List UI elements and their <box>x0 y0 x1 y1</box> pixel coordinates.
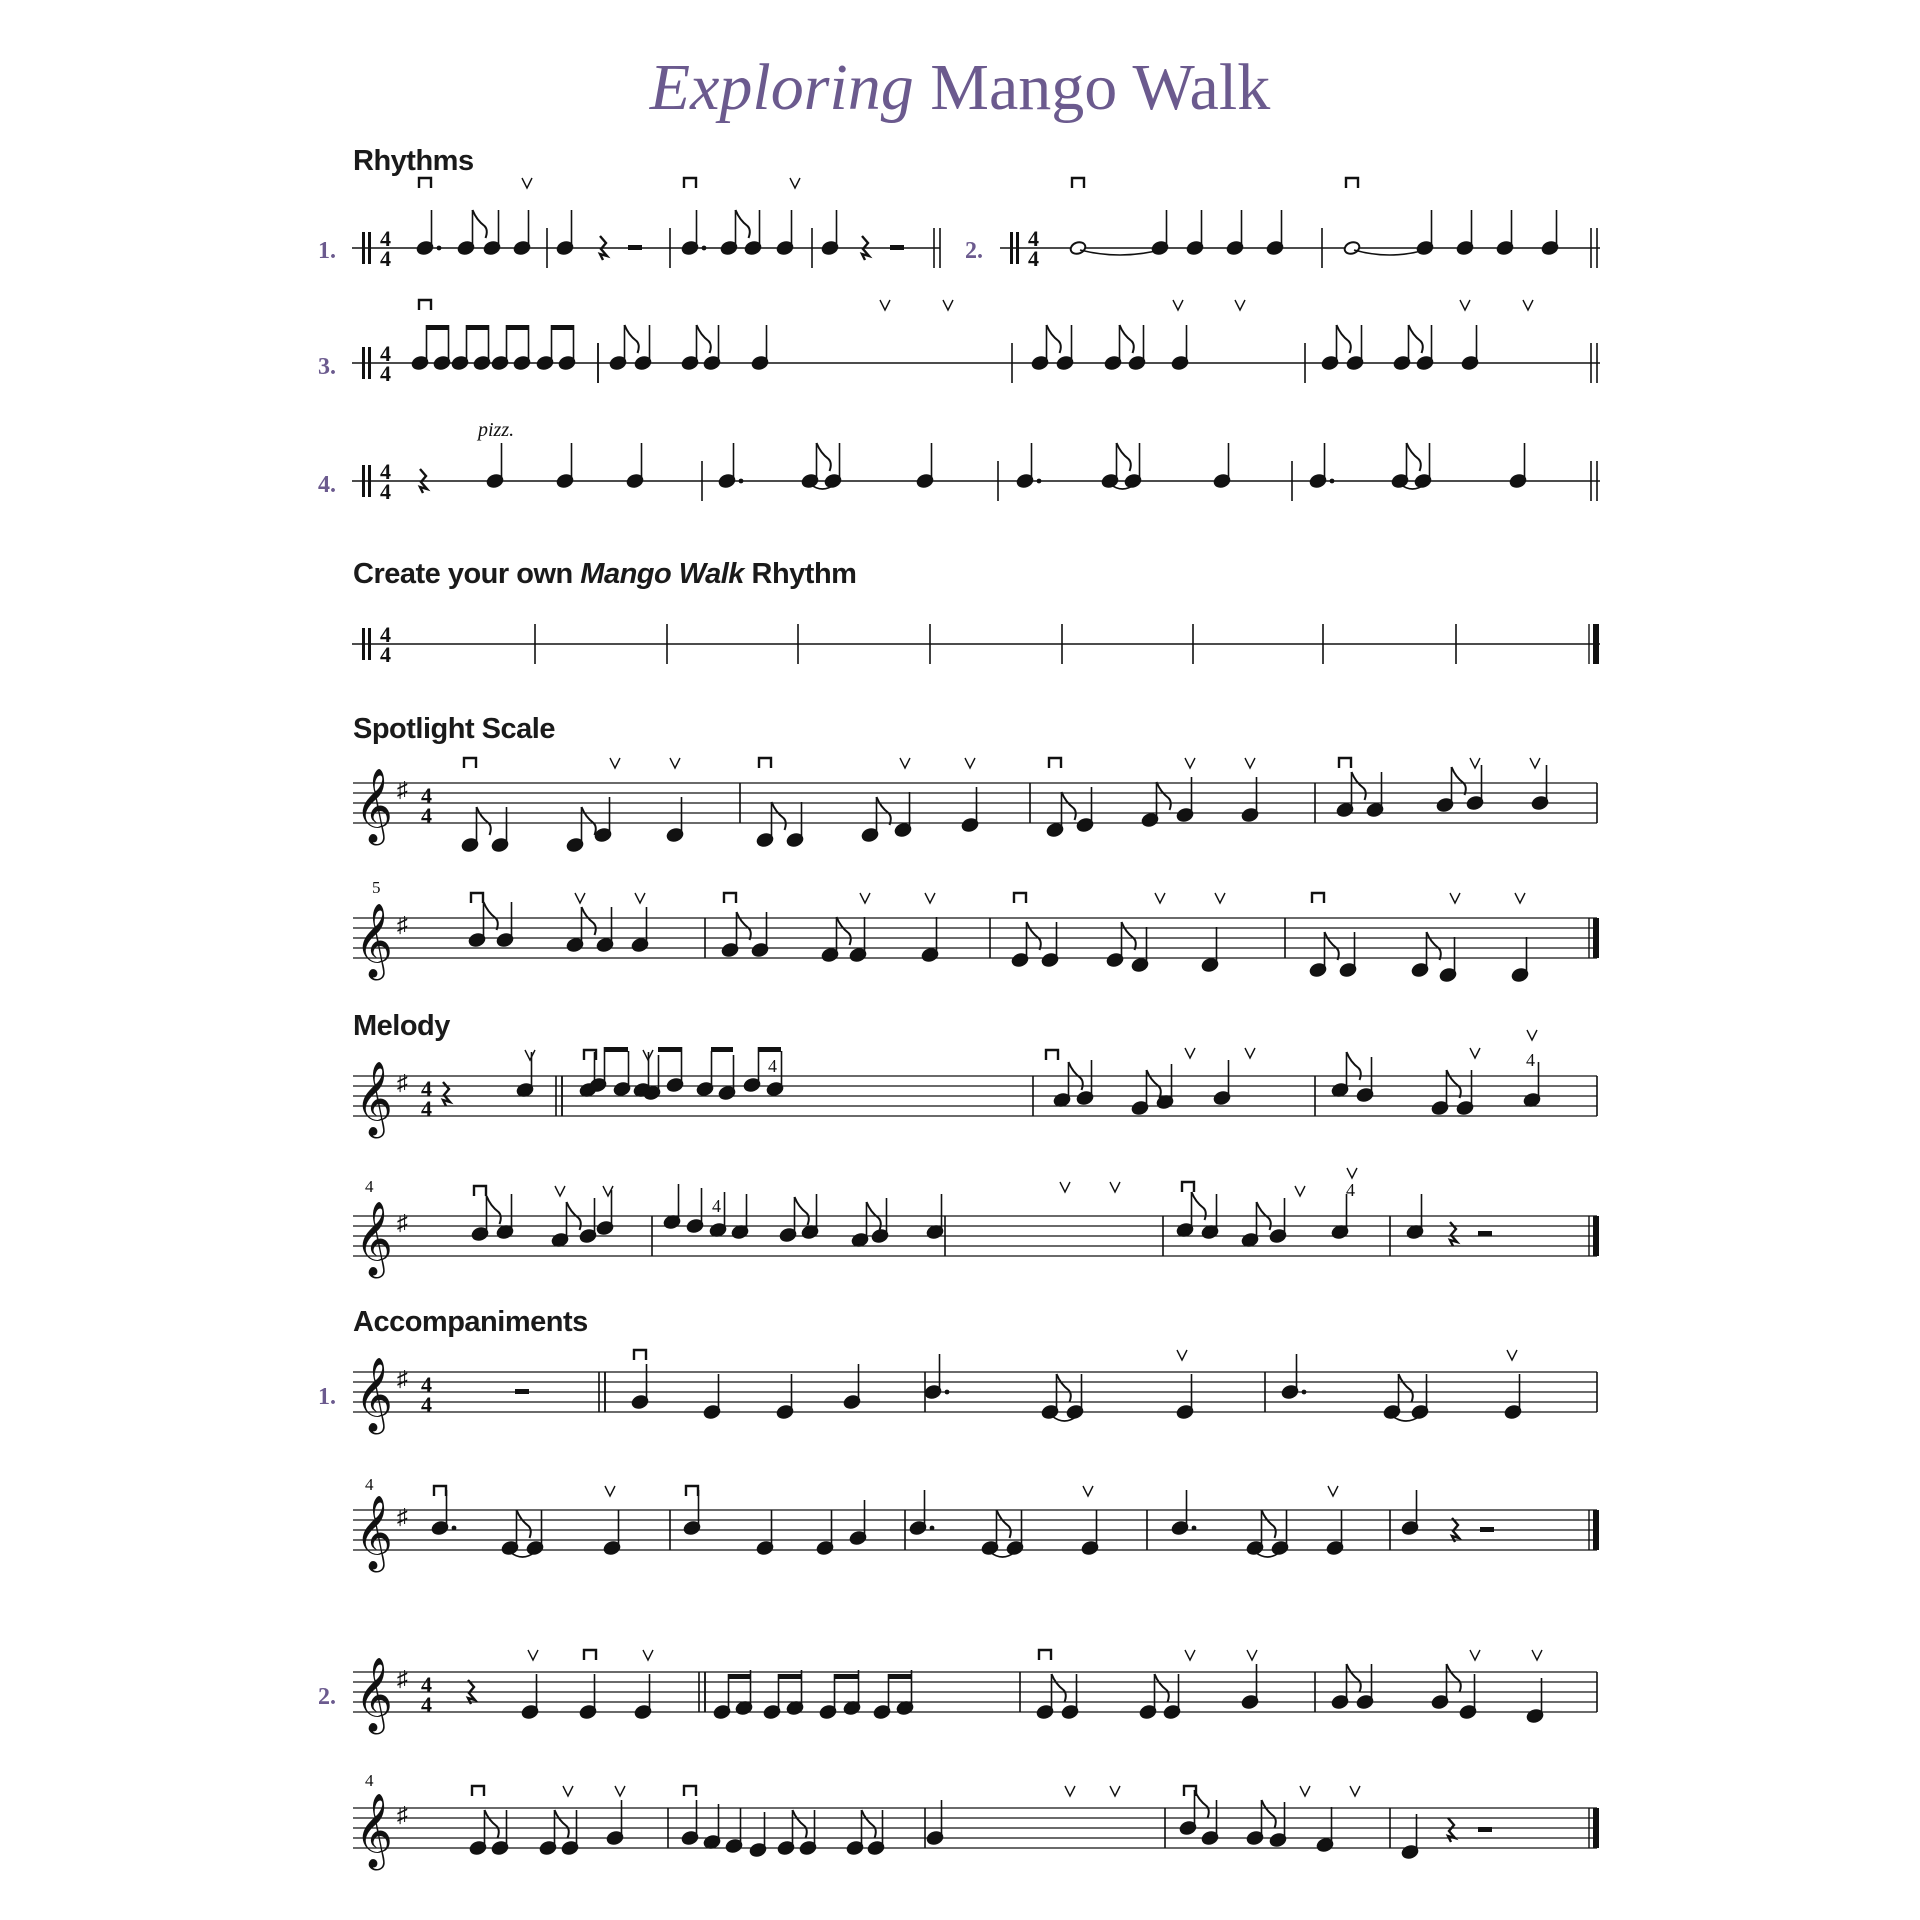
note-flag <box>862 1810 876 1838</box>
up-bow-mark <box>943 300 953 310</box>
half-rest <box>628 245 642 250</box>
down-bow-mark <box>1014 893 1026 903</box>
treble-clef: 𝄞 <box>355 905 393 976</box>
note-flag <box>484 902 498 930</box>
time-signature: 4 <box>421 803 432 828</box>
up-bow-mark <box>643 1650 653 1660</box>
note-flag <box>625 325 639 353</box>
note-flag <box>473 210 487 238</box>
note-flag <box>1047 325 1061 353</box>
up-bow-mark <box>1532 1650 1542 1660</box>
beam <box>506 325 528 330</box>
up-bow-mark <box>1507 1350 1517 1360</box>
up-bow-mark <box>610 758 620 768</box>
up-bow-mark <box>1247 1650 1257 1660</box>
fingering-4: 4 <box>712 1196 721 1216</box>
up-bow-mark <box>1065 1786 1075 1796</box>
key-signature-sharp: ♯ <box>397 1210 408 1235</box>
beam <box>604 1047 628 1052</box>
treble-clef: 𝄞 <box>355 770 393 841</box>
note-flag <box>1427 932 1441 960</box>
key-signature-sharp: ♯ <box>397 1802 408 1827</box>
up-bow-mark <box>1515 893 1525 903</box>
time-signature: 4 <box>421 1692 432 1717</box>
down-bow-mark <box>472 1786 484 1796</box>
down-bow-mark <box>684 178 696 188</box>
note-flag <box>1052 1674 1066 1702</box>
note-dot <box>1330 479 1335 484</box>
down-bow-mark <box>584 1650 596 1660</box>
up-bow-mark <box>1235 300 1245 310</box>
note-flag <box>1337 325 1351 353</box>
percussion-clef <box>368 347 371 379</box>
time-signature: 4 <box>421 1672 432 1697</box>
up-bow-mark <box>965 758 975 768</box>
up-bow-mark <box>1173 300 1183 310</box>
note-dot <box>930 1526 935 1531</box>
down-bow-mark <box>419 300 431 310</box>
up-bow-mark <box>1110 1786 1120 1796</box>
note-flag <box>877 797 891 825</box>
percussion-clef <box>362 465 365 497</box>
note-flag <box>1447 1664 1461 1692</box>
note-flag <box>477 807 491 835</box>
note-dot <box>739 479 744 484</box>
note-flag <box>1399 1374 1413 1402</box>
key-signature-sharp: ♯ <box>397 1070 408 1095</box>
up-bow-mark <box>1185 1048 1195 1058</box>
beam <box>728 1674 750 1679</box>
exercise-number-2: 2. <box>965 238 983 264</box>
down-bow-mark <box>1046 1050 1058 1060</box>
note-dot <box>1037 479 1042 484</box>
beam <box>778 1674 801 1679</box>
measure-number-5: 5 <box>372 878 381 897</box>
up-bow-mark <box>1530 758 1540 768</box>
note-flag <box>555 1810 569 1838</box>
percussion-clef <box>362 232 365 264</box>
note-head <box>1343 240 1361 255</box>
key-signature-sharp: ♯ <box>397 912 408 937</box>
up-bow-mark <box>1060 1182 1070 1192</box>
measure-number-4: 4 <box>365 1177 374 1196</box>
note-flag <box>487 1196 501 1224</box>
up-bow-mark <box>1295 1186 1305 1196</box>
time-signature: 4 <box>1028 246 1039 271</box>
time-signature: 4 <box>421 783 432 808</box>
note-flag <box>837 917 851 945</box>
percussion-clef <box>368 628 371 660</box>
beam <box>834 1674 858 1679</box>
up-bow-mark <box>615 1786 625 1796</box>
up-bow-mark <box>1177 1350 1187 1360</box>
percussion-clef <box>1016 232 1019 264</box>
down-bow-mark <box>686 1486 698 1496</box>
up-bow-mark <box>1300 1786 1310 1796</box>
heading-accompaniments: Accompaniments <box>353 1306 588 1338</box>
up-bow-mark <box>1347 1168 1357 1178</box>
half-rest <box>1480 1527 1494 1532</box>
down-bow-mark <box>634 1350 646 1360</box>
time-signature: 4 <box>421 1076 432 1101</box>
half-rest <box>1478 1827 1492 1832</box>
treble-clef: 𝄞 <box>355 1795 393 1866</box>
tie <box>1080 250 1160 255</box>
accompaniment-number-1: 1. <box>318 1384 336 1410</box>
up-bow-mark <box>563 1786 573 1796</box>
fingering-4: 4 <box>1526 1050 1535 1070</box>
up-bow-mark <box>1470 1650 1480 1660</box>
heading-create-rhythm: Create your own Mango Walk Rhythm <box>353 558 857 590</box>
up-bow-mark <box>1350 1786 1360 1796</box>
note-flag <box>582 907 596 935</box>
down-bow-mark <box>1039 1650 1051 1660</box>
note-dot <box>437 246 442 251</box>
treble-clef: 𝄞 <box>355 1359 393 1430</box>
up-bow-mark <box>790 178 800 188</box>
down-bow-mark <box>1072 178 1084 188</box>
fingering-4: 4 <box>768 1056 777 1076</box>
down-bow-mark <box>474 1186 486 1196</box>
note-flag <box>1407 443 1421 471</box>
time-signature: 4 <box>380 341 391 366</box>
half-rest <box>515 1389 529 1394</box>
key-signature-sharp: ♯ <box>397 1366 408 1391</box>
up-bow-mark <box>555 1186 565 1196</box>
up-bow-mark <box>1470 1048 1480 1058</box>
note-flag <box>737 912 751 940</box>
key-signature-sharp: ♯ <box>397 777 408 802</box>
note-flag <box>997 1510 1011 1538</box>
pizz-marking: pizz. <box>478 419 515 441</box>
up-bow-mark <box>525 1050 535 1060</box>
up-bow-mark <box>1185 758 1195 768</box>
up-bow-mark <box>1470 758 1480 768</box>
down-bow-mark <box>1346 178 1358 188</box>
percussion-clef <box>368 465 371 497</box>
treble-clef: 𝄞 <box>355 1063 393 1134</box>
heading-melody: Melody <box>353 1010 450 1042</box>
note-flag <box>517 1510 531 1538</box>
note-dot <box>452 1526 457 1531</box>
exercise-number-4: 4. <box>318 472 336 498</box>
note-flag <box>793 1810 807 1838</box>
note-flag <box>1062 792 1076 820</box>
note-dot <box>1192 1526 1197 1531</box>
up-bow-mark <box>1110 1182 1120 1192</box>
down-bow-mark <box>434 1486 446 1496</box>
down-bow-mark <box>1049 758 1061 768</box>
down-bow-mark <box>419 178 431 188</box>
note-flag <box>1352 772 1366 800</box>
time-signature: 4 <box>380 622 391 647</box>
time-signature: 4 <box>380 479 391 504</box>
beam <box>711 1047 733 1052</box>
time-signature: 4 <box>421 1096 432 1121</box>
up-bow-mark <box>1215 893 1225 903</box>
up-bow-mark <box>670 758 680 768</box>
measure-number-4: 4 <box>365 1475 374 1494</box>
up-bow-mark <box>1155 893 1165 903</box>
down-bow-mark <box>464 758 476 768</box>
beam <box>426 325 448 330</box>
time-signature: 4 <box>380 246 391 271</box>
note-flag <box>1347 1664 1361 1692</box>
note-flag <box>1027 922 1041 950</box>
beam <box>888 1674 911 1679</box>
final-barline <box>1593 918 1599 958</box>
up-bow-mark <box>1450 893 1460 903</box>
beam <box>466 325 488 330</box>
down-bow-mark <box>1312 893 1324 903</box>
note-flag <box>1409 325 1423 353</box>
note-flag <box>817 443 831 471</box>
up-bow-mark <box>522 178 532 188</box>
percussion-clef <box>368 232 371 264</box>
treble-clef: 𝄞 <box>355 1659 393 1730</box>
note-dot <box>1302 1390 1307 1395</box>
up-bow-mark <box>605 1486 615 1496</box>
down-bow-mark <box>684 1786 696 1796</box>
up-bow-mark <box>1245 758 1255 768</box>
percussion-clef <box>362 347 365 379</box>
note-flag <box>1262 1510 1276 1538</box>
time-signature: 4 <box>1028 226 1039 251</box>
note-flag <box>736 210 750 238</box>
note-flag <box>1120 325 1134 353</box>
note-flag <box>697 325 711 353</box>
title-main: Mango Walk <box>930 51 1271 124</box>
final-barline <box>1593 1216 1599 1256</box>
heading-spotlight-scale: Spotlight Scale <box>353 713 555 745</box>
final-barline <box>1593 1808 1599 1848</box>
note-dot <box>945 1390 950 1395</box>
note-flag <box>1117 443 1131 471</box>
beam <box>658 1047 681 1052</box>
heading-rhythms: Rhythms <box>353 145 474 177</box>
half-rest <box>890 245 904 250</box>
up-bow-mark <box>900 758 910 768</box>
beam <box>551 325 573 330</box>
note-flag <box>795 1197 809 1225</box>
treble-clef: 𝄞 <box>355 1497 393 1568</box>
up-bow-mark <box>635 893 645 903</box>
time-signature: 4 <box>380 459 391 484</box>
accompaniment-number-2: 2. <box>318 1684 336 1710</box>
up-bow-mark <box>1185 1650 1195 1660</box>
percussion-clef <box>362 628 365 660</box>
note-flag <box>1147 1070 1161 1098</box>
up-bow-mark <box>1527 1030 1537 1040</box>
up-bow-mark <box>575 893 585 903</box>
down-bow-mark <box>759 758 771 768</box>
exercise-number-1: 1. <box>318 238 336 264</box>
up-bow-mark <box>860 893 870 903</box>
note-flag <box>1157 782 1171 810</box>
up-bow-mark <box>1460 300 1470 310</box>
final-barline <box>1593 624 1599 664</box>
note-flag <box>485 1810 499 1838</box>
time-signature: 4 <box>380 226 391 251</box>
up-bow-mark <box>1083 1486 1093 1496</box>
note-flag <box>1447 1070 1461 1098</box>
tie <box>1354 250 1425 255</box>
down-bow-mark <box>1339 758 1351 768</box>
percussion-clef <box>1010 232 1013 264</box>
note-dot <box>702 246 707 251</box>
treble-clef: 𝄞 <box>355 1203 393 1274</box>
up-bow-mark <box>880 300 890 310</box>
down-bow-mark <box>724 893 736 903</box>
fingering-4: 4 <box>1346 1180 1355 1200</box>
time-signature: 4 <box>380 642 391 667</box>
final-barline <box>1593 1510 1599 1550</box>
note-flag <box>1057 1374 1071 1402</box>
up-bow-mark <box>925 893 935 903</box>
exercise-number-3: 3. <box>318 354 336 380</box>
time-signature: 4 <box>421 1372 432 1397</box>
note-flag <box>1155 1674 1169 1702</box>
half-rest <box>1478 1231 1492 1236</box>
note-flag <box>1325 932 1339 960</box>
note-flag <box>1122 922 1136 950</box>
up-bow-mark <box>1328 1486 1338 1496</box>
key-signature-sharp: ♯ <box>397 1666 408 1691</box>
down-bow-mark <box>471 893 483 903</box>
title-italic: Exploring <box>649 51 914 124</box>
up-bow-mark <box>528 1650 538 1660</box>
note-flag <box>1262 1800 1276 1828</box>
beam <box>758 1047 781 1052</box>
time-signature: 4 <box>380 361 391 386</box>
measure-number-4: 4 <box>365 1771 374 1790</box>
note-head <box>1069 240 1087 255</box>
key-signature-sharp: ♯ <box>397 1504 408 1529</box>
note-flag <box>582 807 596 835</box>
time-signature: 4 <box>421 1392 432 1417</box>
up-bow-mark <box>1245 1048 1255 1058</box>
note-flag <box>772 802 786 830</box>
down-bow-mark <box>1182 1182 1194 1192</box>
note-flag <box>1452 767 1466 795</box>
up-bow-mark <box>1523 300 1533 310</box>
